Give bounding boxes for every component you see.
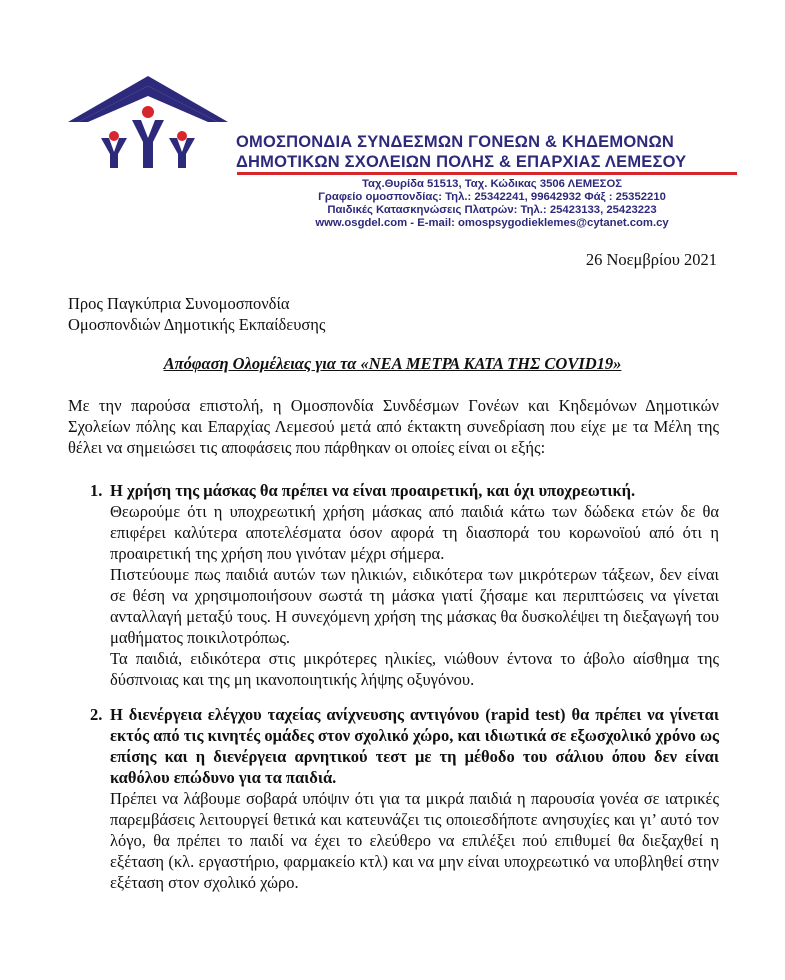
- point-paragraph: Τα παιδιά, ειδικότερα στις μικρότερες ηλικίες, νιώθουν έντονα το άβολο αίσθημα της δύσπνοιας και της μη ικανοποιητικής λήψης οξυγόνου.: [110, 649, 719, 689]
- letter-date: 26 Νοεμβρίου 2021: [585, 250, 717, 269]
- point-paragraph: Πιστεύουμε πως παιδιά αυτών των ηλικιών, ειδικότερα των μικρότερων τάξεων, δεν είναι σε θέση να χρησιμοποιήσουν σωστά τη μάσκα γιατί ζήσαμε και περιπτώσεις να γίνεται ανταλλαγή μεταξύ τους. Η συνεχόμενη χρήση της μάσκας θα δυσκολέψει τη διεξαγωγή του μαθήματος ποικιλοτρόπως.: [110, 565, 719, 647]
- point-heading: Η χρήση της μάσκας θα πρέπει να είναι προαιρετική, και όχι υποχρεωτική.: [110, 481, 636, 500]
- contact-line-address: Ταχ.Θυρίδα 51513, Ταχ. Κώδικας 3506 ΛΕΜΕΣΟΣ: [361, 178, 623, 190]
- org-name-line2: ΔΗΜΟΤΙΚΩΝ ΣΧΟΛΕΙΩΝ ΠΟΛΗΣ & ΕΠΑΡΧΙΑΣ ΛΕΜΕΣΟΥ: [236, 153, 687, 171]
- header-divider: [237, 172, 737, 175]
- organization-logo: [68, 72, 228, 172]
- point-paragraph: Πρέπει να λάβουμε σοβαρά υπόψιν ότι για τα μικρά παιδιά η παρουσία γονέα σε ιατρικές παρεμβάσεις λειτουργεί θετικά και κατευνάζει τις οποιεσδήποτε ανησυχίες και γι’ αυτό τον λόγο, θα πρέπει το παιδί να έχει το ελεύθερο να επιλέξει πού επιθυμεί θα διεξαχθεί η εξέταση (κλ. εργαστήριο, φαρμακείο κτλ) και να μην είναι υποχρεωτικό να υποβληθεί στην εξέταση στον σχολικό χώρο.: [110, 789, 719, 892]
- point-number: 1.: [90, 481, 103, 500]
- point-number: 2.: [90, 705, 103, 724]
- contact-info: [262, 178, 722, 230]
- contact-line-camps: Παιδικές Κατασκηνώσεις Πλατρών: Τηλ.: 25423133, 25423223: [327, 204, 657, 216]
- contact-line-office: Γραφείο ομοσπονδίας: Τηλ.: 25342241, 99642932 Φάξ : 25352210: [318, 191, 666, 203]
- logo-figures: [101, 106, 195, 168]
- point-heading: Η διενέργεια ελέγχου ταχείας ανίχνευσης αντιγόνου (rapid test) θα πρέπει να γίνεται εκτός από τις κινητές ομάδες στον σχολικό χώρο, και ιδιωτικά σε εξωσχολικό χρόνο ως επίσης και η διενέργεια αρνητικού τεστ με τη μέθοδο του σάλιου όπου δεν είναι καθόλου επώδυνο για τα παιδιά.: [110, 705, 719, 787]
- contact-line-web-email: www.osgdel.com - E-mail: omospsygodieklemes@cytanet.com.cy: [315, 217, 669, 229]
- recipient-line2: Ομοσπονδιών Δημοτικής Εκπαίδευσης: [68, 315, 326, 334]
- point-paragraph: Θεωρούμε ότι η υποχρεωτική χρήση μάσκας από παιδιά κάτω των δώδεκα ετών δε θα επιφέρει καλύτερα αποτελέσματα όσον αφορά τη διασπορά του κορωνοϊού από ότι η προαιρετική της χρήση που γινόταν μέχρι σήμερα.: [110, 502, 719, 563]
- org-name-line1: ΟΜΟΣΠΟΝΔΙΑ ΣΥΝΔΕΣΜΩΝ ΓΟΝΕΩΝ & ΚΗΔΕΜΟΝΩΝ: [236, 133, 675, 151]
- recipient-block: [68, 293, 325, 335]
- subject-heading: Απόφαση Ολομέλειας για τα «ΝΕΑ ΜΕΤΡΑ ΚΑΤΑ ΤΗΣ COVID19»: [163, 354, 622, 373]
- decision-point-2: [68, 704, 719, 893]
- organization-name: [236, 132, 756, 172]
- intro-paragraph: Με την παρούσα επιστολή, η Ομοσπονδία Συνδέσμων Γονέων και Κηδεμόνων Δημοτικών Σχολείων πόλης και Επαρχίας Λεμεσού μετά από έκτακτη συνεδρίαση που είχε με τα Μέλη της θέλει να σημειώσει τις αποφάσεις που πάρθηκαν οι οποίες είναι οι εξής:: [68, 396, 719, 457]
- decision-point-1: [68, 480, 719, 690]
- recipient-line1: Προς Παγκύπρια Συνομοσπονδία: [68, 294, 290, 313]
